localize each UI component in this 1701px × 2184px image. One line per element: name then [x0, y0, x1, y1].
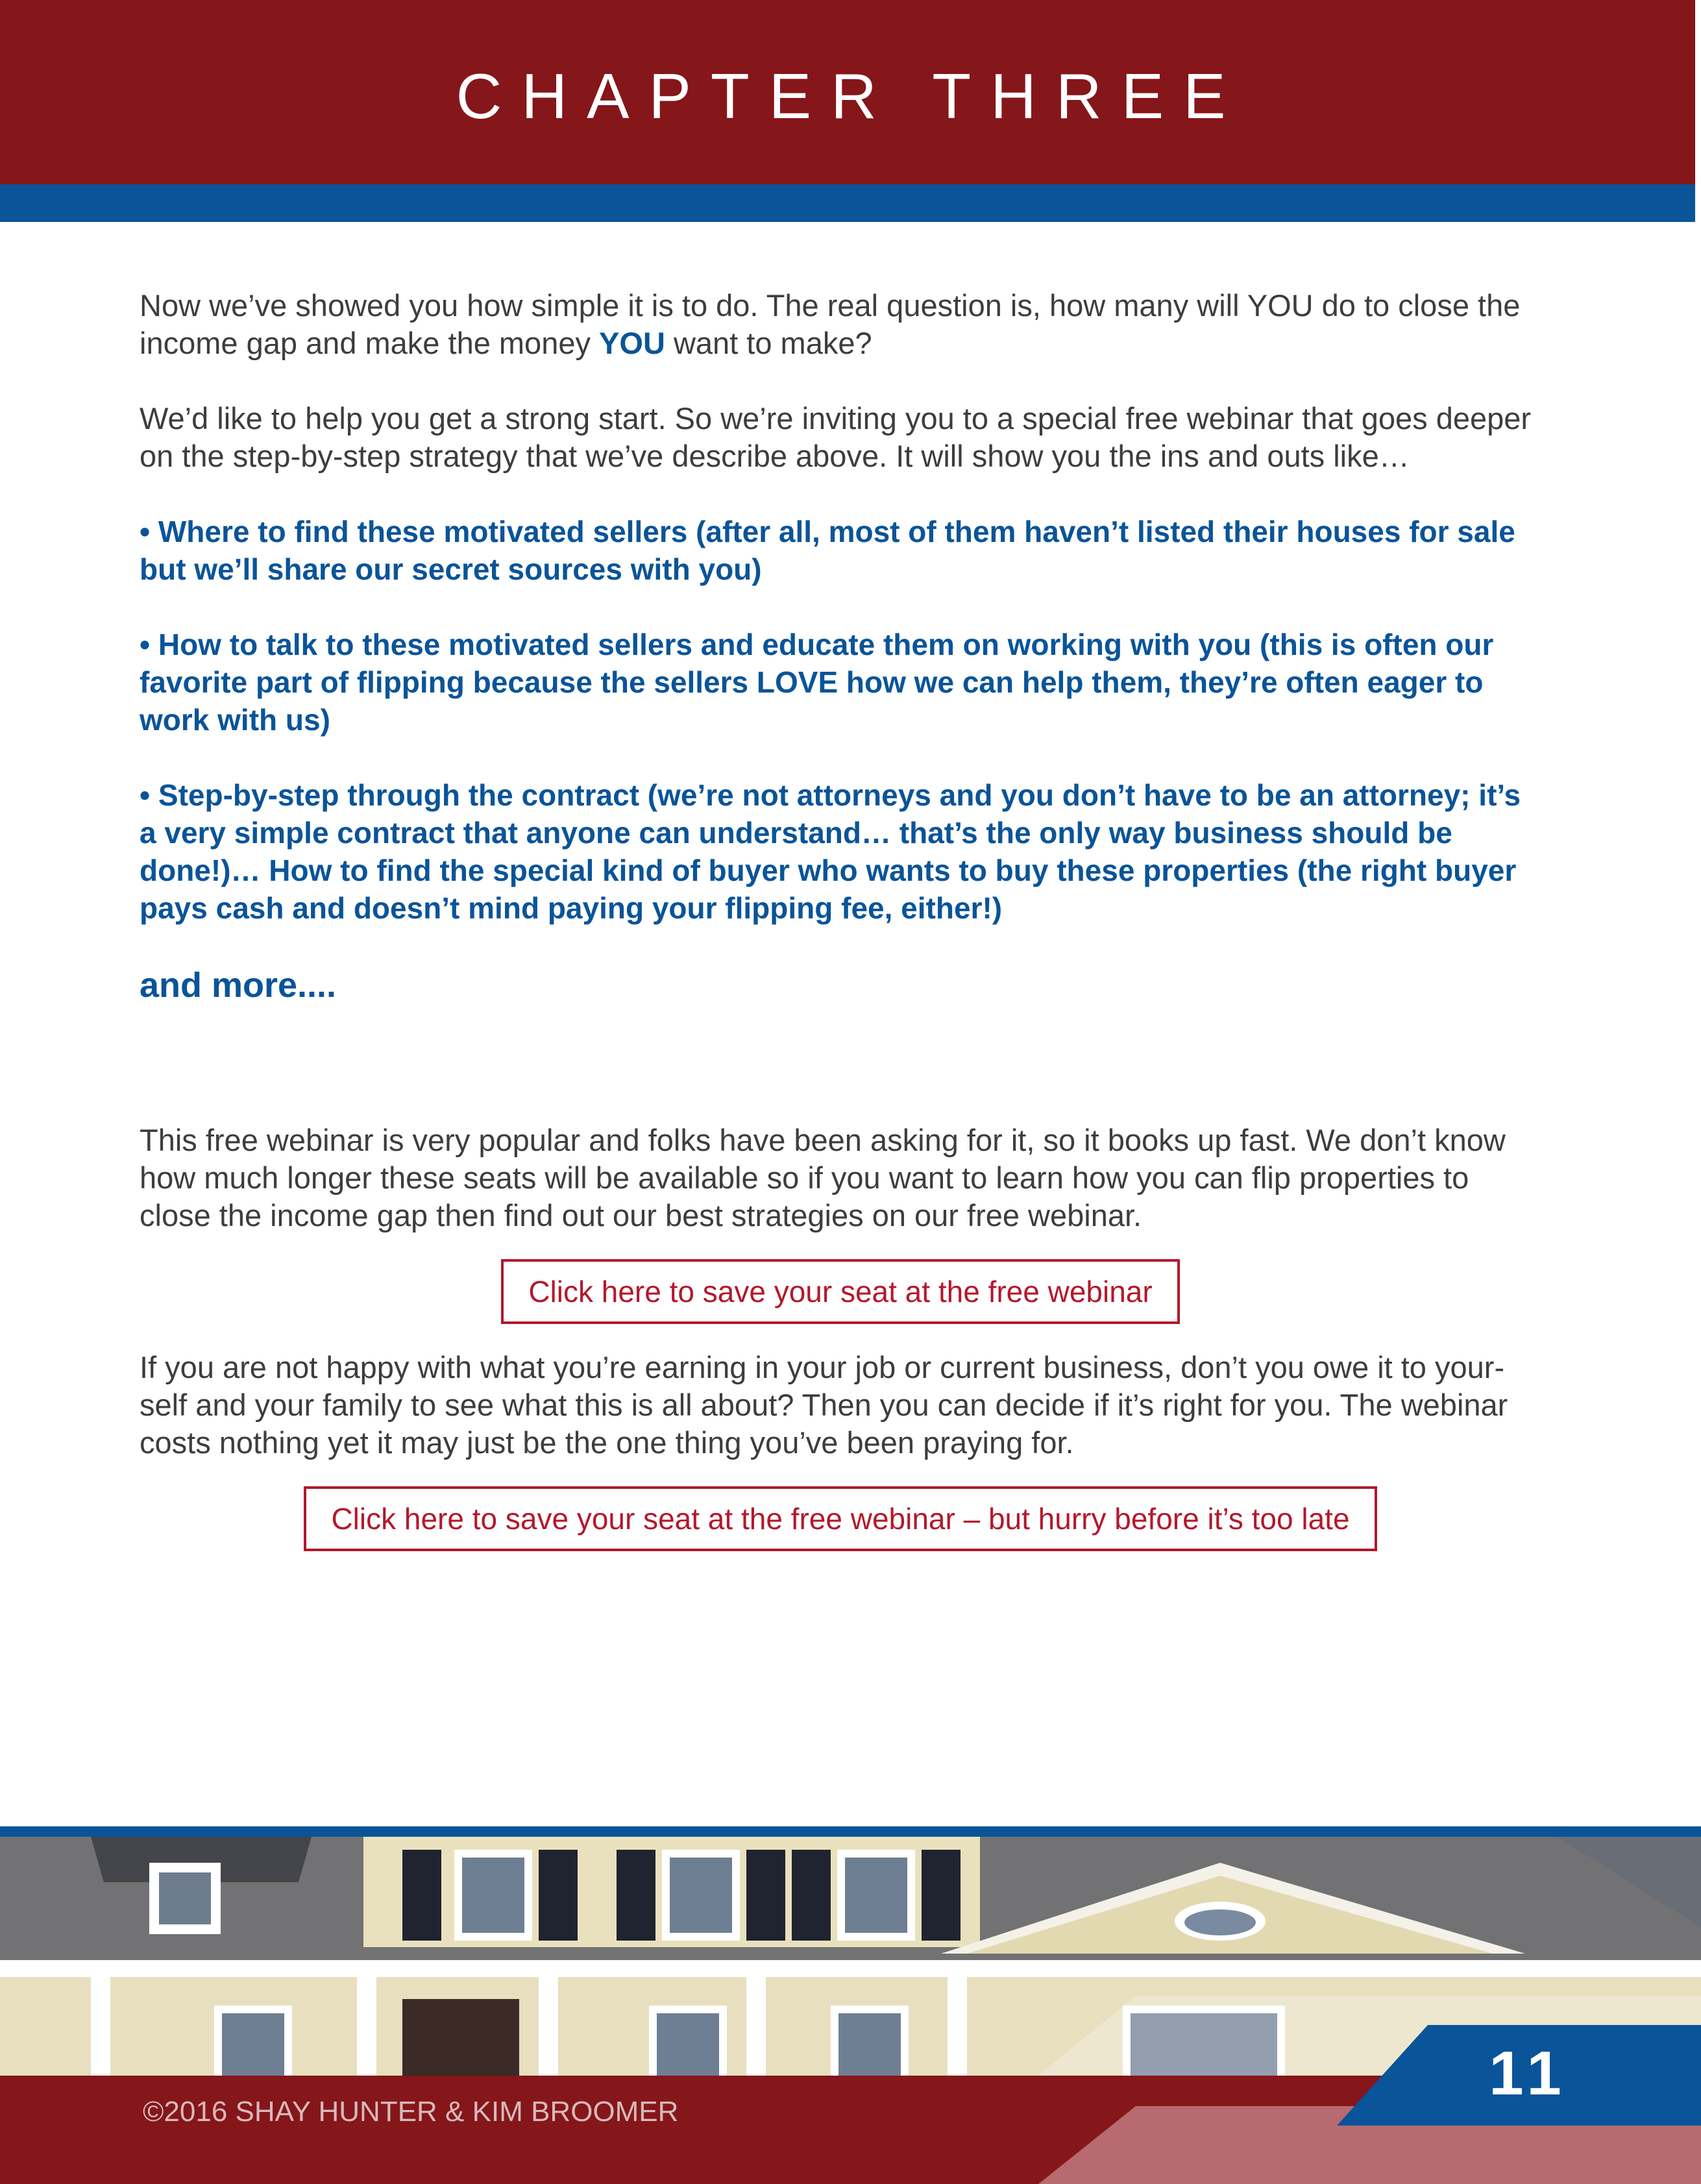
bullet-talk-sellers: • How to talk to these motivated sellers and educate them on working with you (this is often our favorite part of flipping because the sellers LOVE how we can help them, they’re often eager to work with us): [140, 628, 1494, 737]
spacer: [140, 1006, 1541, 1122]
bullet-find-sellers: • Where to find these motivated sellers (after all, most of them haven’t listed their houses for sale but we’ll share our secret sources with you): [140, 515, 1515, 586]
intro-text-end: want to make?: [665, 326, 872, 360]
cta-wrap-2: [140, 1486, 1541, 1551]
you-emphasis: YOU: [599, 326, 665, 360]
invitation-paragraph: We’d like to help you get a strong start. So we’re inviting you to a special free webinar that goes deeper on the step-by-step strategy that we’ve describe above. It will show you the ins and outs like…: [140, 401, 1532, 473]
intro-text: Now we’ve showed you how simple it is to do. The real question is, how many will YOU do to close the income gap and make the money: [140, 288, 1521, 360]
save-seat-hurry-link[interactable]: Click here to save your seat at the free webinar – but hurry before it’s too late: [304, 1486, 1377, 1551]
footer-copyright: ©2016 SHAY HUNTER & KIM BROOMER: [143, 2096, 679, 2128]
save-seat-link[interactable]: Click here to save your seat at the free webinar: [501, 1259, 1179, 1324]
bullet-contract: • Step-by-step through the contract (we’re not attorneys and you don’t have to be an attorney; it’s a very simple contract that anyone can understand… that’s the only way business should be done!)… How to find the special kind of buyer who wants to buy these properties (the right buyer pays cash and doesn’t mind paying your flipping fee, either!): [140, 778, 1521, 925]
header-stripe: [0, 184, 1695, 222]
content-area: [140, 287, 1541, 1576]
footer-stripe: [0, 1826, 1701, 1837]
cta-wrap-1: [140, 1259, 1541, 1324]
popular-webinar-paragraph: This free webinar is very popular and folks have been asking for it, so it books up fast. We don’t know how much longer these seats will be available so if you want to learn how you can flip properties to close the income gap then find out our best strategies on our free webinar.: [140, 1123, 1506, 1233]
chapter-title: CHAPTER THREE: [456, 60, 1245, 132]
and-more-heading: and more....: [140, 966, 337, 1005]
page-number: 11: [1489, 2039, 1568, 2108]
intro-paragraph: [140, 287, 1541, 362]
not-happy-paragraph: If you are not happy with what you’re earning in your job or current business, don’t you owe it to your-self and your family to see what this is all about? Then you can decide if it’s right for you. The webinar costs nothing yet it may just be the one thing you’ve been praying for.: [140, 1350, 1508, 1460]
